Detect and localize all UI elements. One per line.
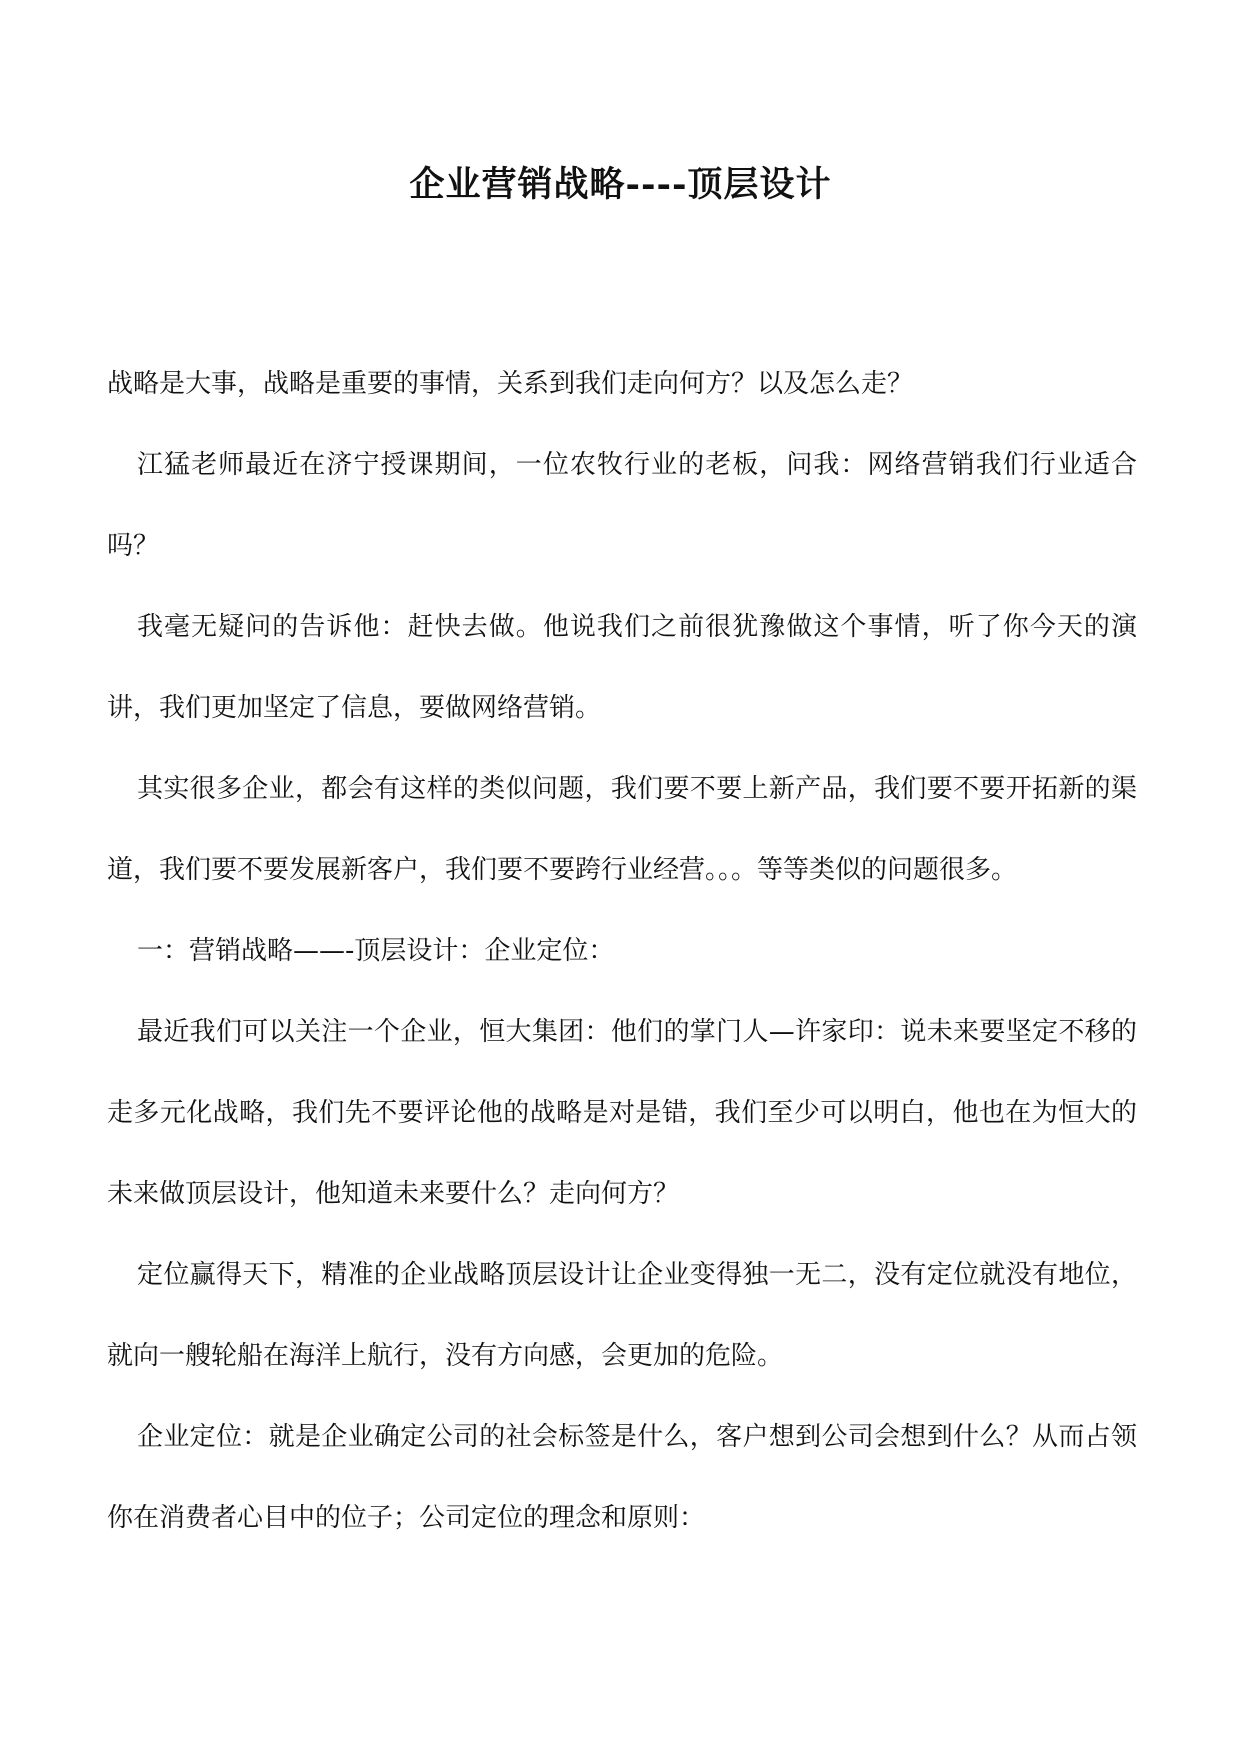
paragraph: 我毫无疑问的告诉他：赶快去做。他说我们之前很犹豫做这个事情，听了你今天的演讲，我们更加坚定了信息，要做网络营销。 bbox=[107, 612, 1137, 723]
paragraph: 其实很多企业，都会有这样的类似问题，我们要不要上新产品，我们要不要开拓新的渠道，我们要不要发展新客户，我们要不要跨行业经营。。。等等类似的问题很多。 bbox=[107, 774, 1137, 885]
section-heading: 一：营销战略——-顶层设计：企业定位： bbox=[137, 936, 615, 966]
paragraph: 江猛老师最近在济宁授课期间，一位农牧行业的老板，问我：网络营销我们行业适合吗？ bbox=[107, 450, 1137, 561]
paragraph: 企业定位：就是企业确定公司的社会标签是什么，客户想到公司会想到什么？从而占领你在消费者心目中的位子；公司定位的理念和原则： bbox=[107, 1422, 1137, 1533]
document-title: 企业营销战略----顶层设计 bbox=[409, 164, 832, 205]
paragraph: 定位赢得天下，精准的企业战略顶层设计让企业变得独一无二，没有定位就没有地位，就向一艘轮船在海洋上航行，没有方向感，会更加的危险。 bbox=[107, 1260, 1137, 1371]
document-body bbox=[107, 344, 1137, 1559]
paragraph-intro: 战略是大事，战略是重要的事情，关系到我们走向何方？以及怎么走？ bbox=[107, 369, 914, 399]
paragraph: 最近我们可以关注一个企业，恒大集团：他们的掌门人—许家印：说未来要坚定不移的走多元化战略，我们先不要评论他的战略是对是错，我们至少可以明白，他也在为恒大的未来做顶层设计，他知道未来要什么？走向何方？ bbox=[107, 1017, 1137, 1209]
